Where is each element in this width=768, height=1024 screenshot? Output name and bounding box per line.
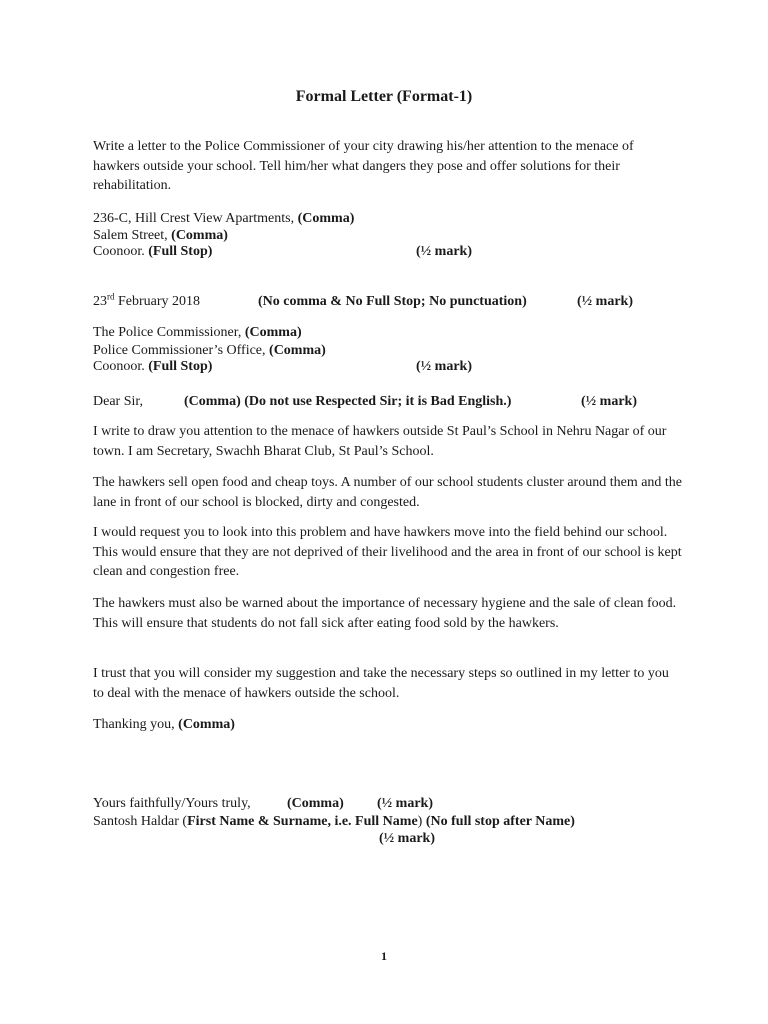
salutation-text: Dear Sir, (93, 394, 143, 409)
body-paragraph-1: I write to draw you attention to the menace of hawkers outside St Paul’s School in Nehru Nagar of our town. I am Secretary, Swachh Bharat Club, St Paul’s School. (93, 424, 667, 459)
salutation-mark: (½ mark) (581, 394, 637, 409)
sender-address-line1: 236-C, Hill Crest View Apartments, (Comma) (93, 211, 355, 226)
receiver-address-line2: Police Commissioner’s Office, (Comma) (93, 343, 326, 358)
sender-address-mark: (½ mark) (416, 244, 472, 259)
date-note: (No comma & No Full Stop; No punctuation) (258, 294, 527, 309)
date-mark: (½ mark) (577, 294, 633, 309)
question-text: Write a letter to the Police Commissioner of your city drawing his/her attention to the menace of hawkers outside your school. Tell him/her what dangers they pose and offer solutions for their rehabilitation. (93, 139, 634, 193)
body-paragraph-2: The hawkers sell open food and cheap toys. A number of our school students cluster around them and the lane in front of our school is blocked, dirty and congested. (93, 475, 683, 510)
salutation-note: (Comma) (Do not use Respected Sir; it is Bad English.) (184, 394, 512, 409)
date-text: 23rd February 2018 (93, 291, 201, 309)
body-paragraph-3: I would request you to look into this problem and have hawkers move into the field behind our school. This would ensure that they are not deprived of their livelihood and the area in front of our school is kept clean and congestion free. (93, 525, 682, 579)
closing-note: (Comma) (287, 796, 344, 811)
closing-mark: (½ mark) (377, 796, 433, 811)
receiver-address-line1: The Police Commissioner, (Comma) (93, 325, 302, 340)
closing-text: Yours faithfully/Yours truly, (93, 796, 251, 811)
thanking-line: Thanking you, (Comma) (93, 717, 235, 732)
page-number: 1 (381, 949, 387, 963)
receiver-address-mark: (½ mark) (416, 359, 472, 374)
signature-line: Santosh Haldar (First Name & Surname, i.e. Full Name) (No full stop after Name) (93, 814, 575, 829)
document-title: Formal Letter (Format-1) (295, 88, 473, 105)
receiver-address-line3: Coonoor. (Full Stop) (93, 359, 213, 374)
sender-address-line3: Coonoor. (Full Stop) (93, 244, 213, 259)
body-paragraph-5: I trust that you will consider my suggestion and take the necessary steps so outlined in my letter to you to deal with the menace of hawkers outside the school. (93, 666, 669, 701)
sender-address-line2: Salem Street, (Comma) (93, 228, 228, 243)
signature-mark: (½ mark) (379, 831, 435, 846)
body-paragraph-4: The hawkers must also be warned about the importance of necessary hygiene and the sale of clean food. This will ensure that students do not fall sick after eating food sold by the hawkers. (93, 596, 677, 631)
